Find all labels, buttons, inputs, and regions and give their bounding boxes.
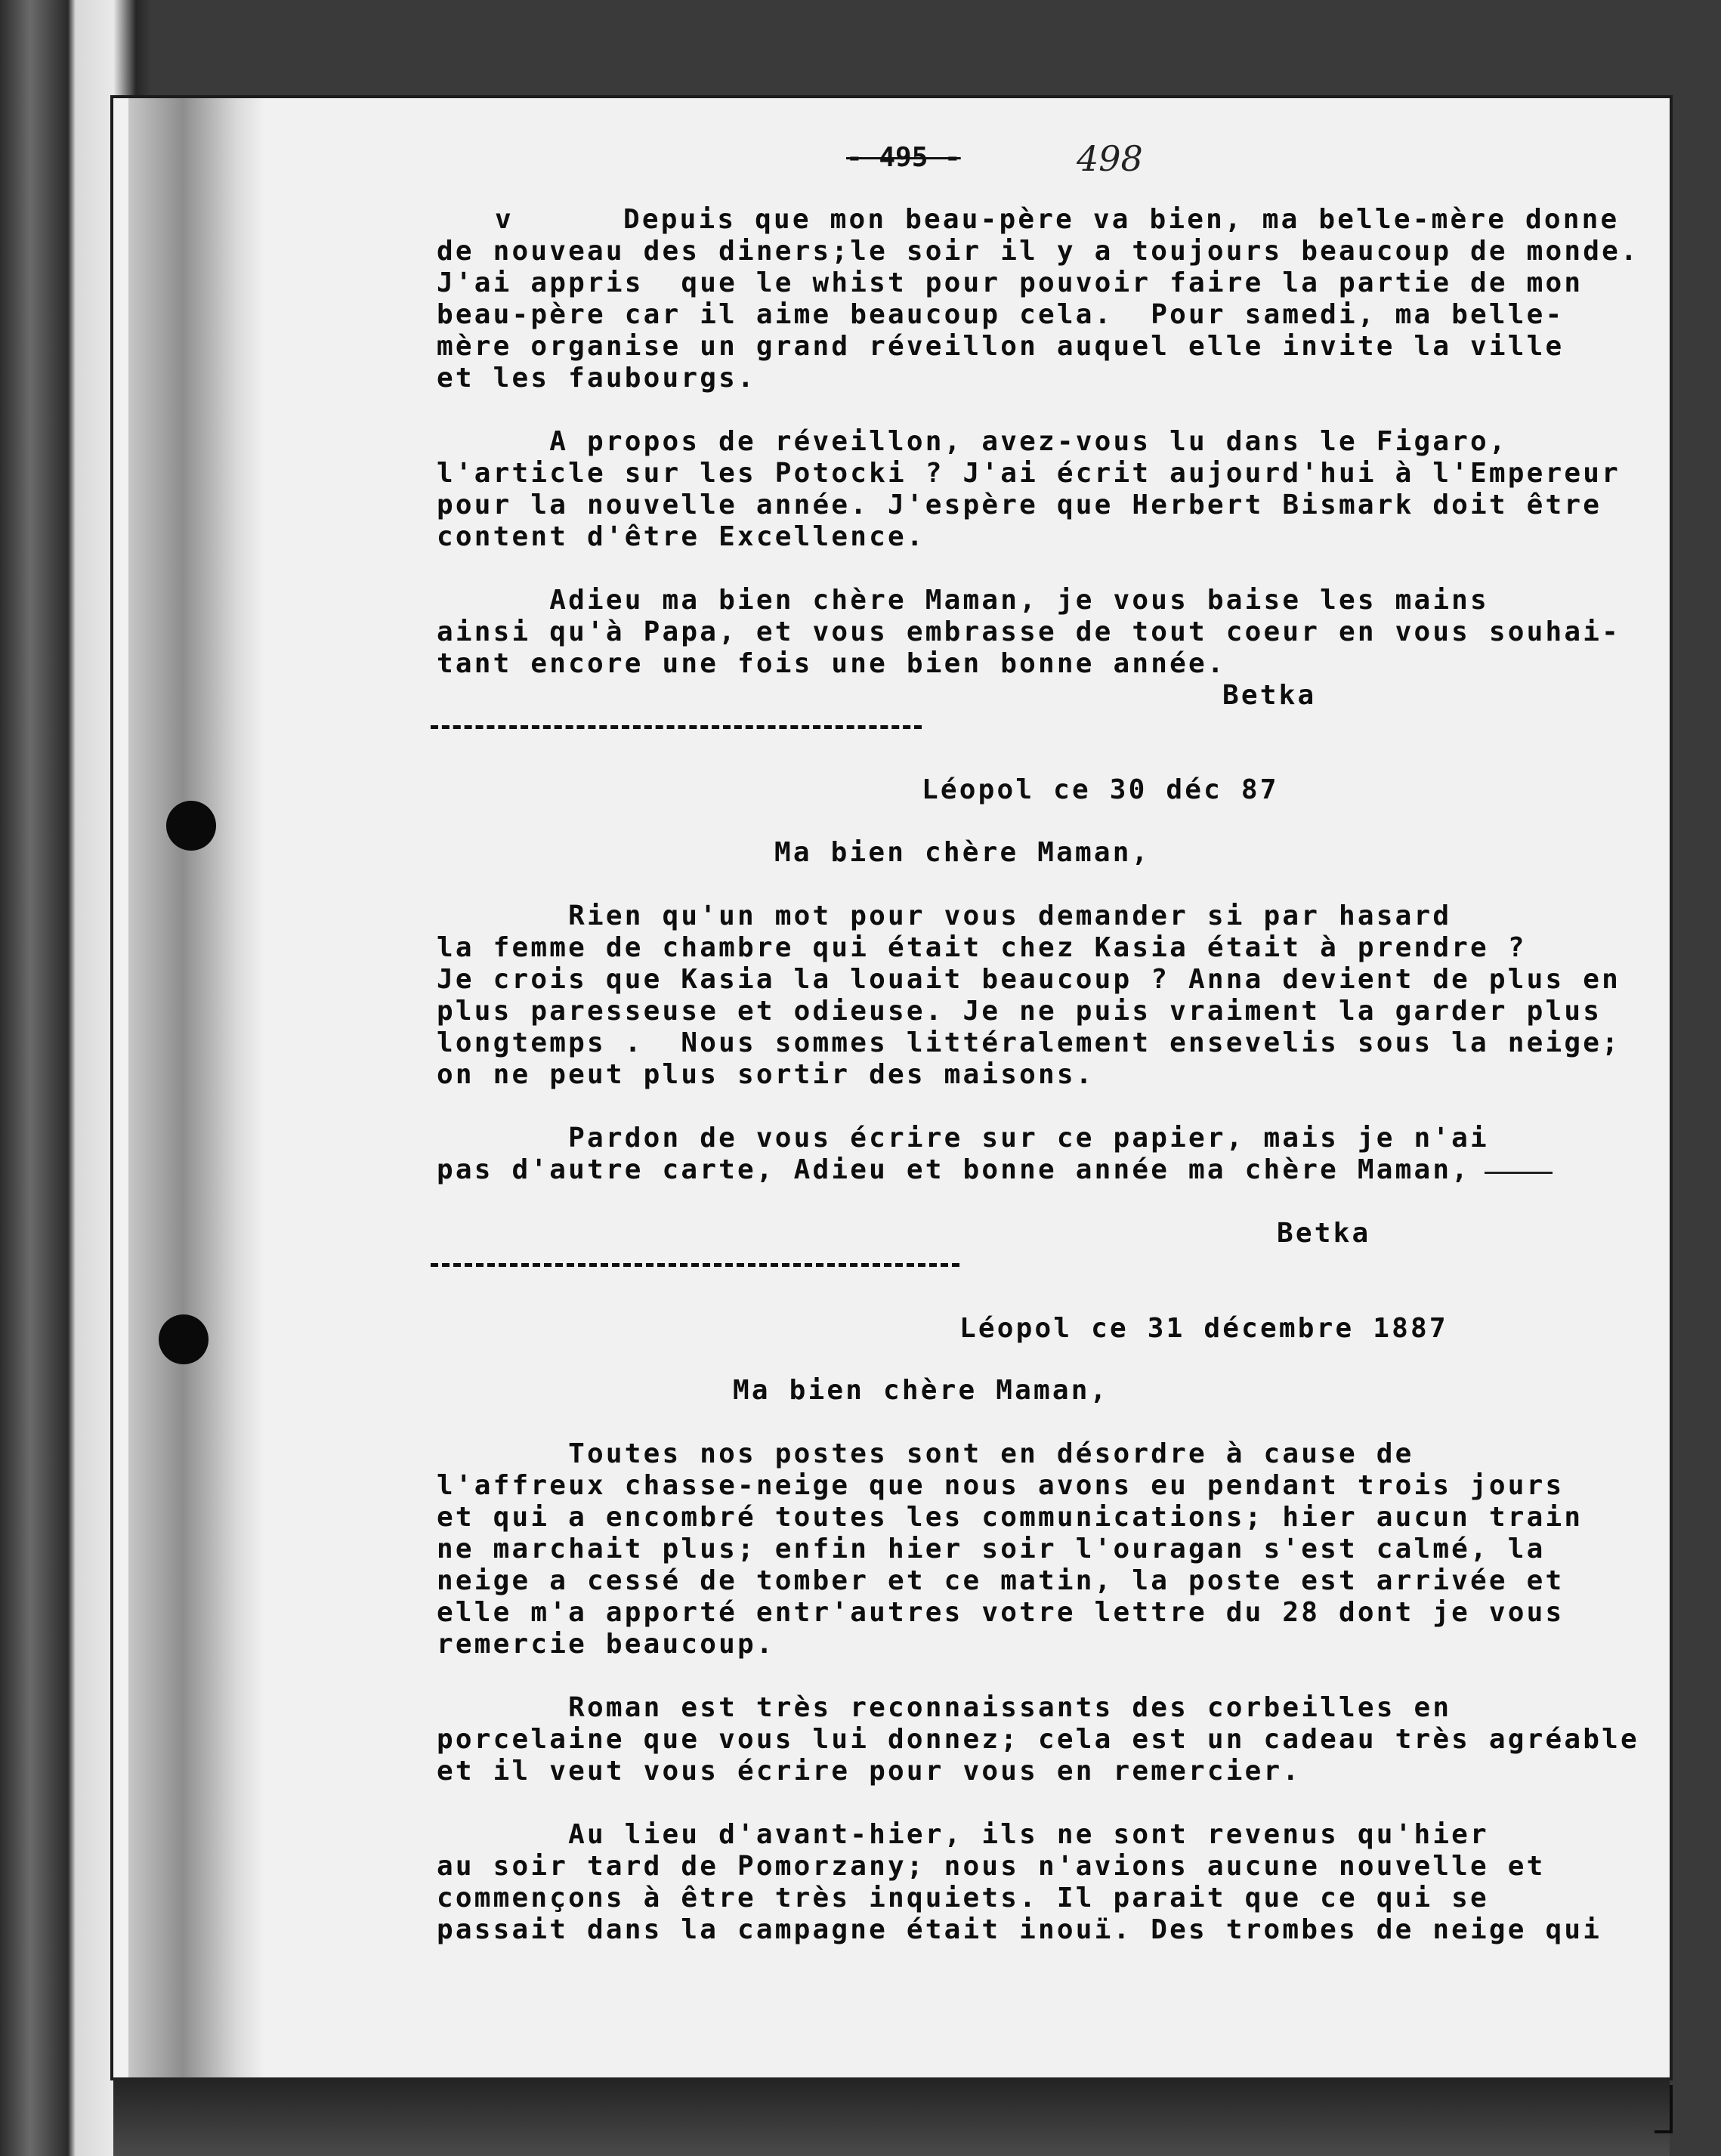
text-line: et qui a encombré toutes les communications; hier aucun train — [437, 1502, 1584, 1533]
text-line: longtemps . Nous sommes littéralement ensevelis sous la neige; — [437, 1027, 1621, 1058]
text-line: de nouveau des diners;le soir il y a toujours beaucoup de monde. — [437, 236, 1639, 267]
text-line: beau-père car il aime beaucoup cela. Pour samedi, ma belle- — [437, 299, 1565, 330]
text-line: l'affreux chasse-neige que nous avons eu pendant trois jours — [437, 1470, 1565, 1501]
text-line: passait dans la campagne était inouï. Des trombes de neige qui — [437, 1914, 1602, 1945]
signature: Betka — [1277, 1218, 1371, 1249]
text-line: Roman est très reconnaissants des corbeilles en — [437, 1692, 1452, 1723]
text-line: commençons à être très inquiets. Il parait que ce qui se — [437, 1883, 1489, 1914]
text-line: pas d'autre carte, Adieu et bonne année ma chère Maman, — [437, 1154, 1471, 1185]
corner-mark — [1655, 2085, 1673, 2133]
text-line: Je crois que Kasia la louait beaucoup ? Anna devient de plus en — [437, 964, 1621, 995]
pen-stroke — [1485, 1172, 1553, 1174]
place-date: Léopol ce 30 déc 87 — [922, 774, 1279, 805]
text-line: et il veut vous écrire pour vous en remercier. — [437, 1756, 1302, 1787]
text-line: on ne peut plus sortir des maisons. — [437, 1059, 1095, 1090]
text-line: plus paresseuse et odieuse. Je ne puis vraiment la garder plus — [437, 996, 1602, 1027]
salutation: Ma bien chère Maman, — [733, 1375, 1109, 1406]
handwritten-page-number: 498 — [1077, 138, 1143, 179]
text-line: neige a cessé de tomber et ce matin, la poste est arrivée et — [437, 1565, 1565, 1596]
separator-line — [431, 725, 922, 729]
margin-mark: v — [495, 204, 514, 235]
text-line: Depuis que mon beau-père va bien, ma belle-mère donne — [623, 204, 1620, 235]
text-line: A propos de réveillon, avez-vous lu dans le Figaro, — [437, 426, 1508, 457]
text-line: porcelaine que vous lui donnez; cela est un cadeau très agréable — [437, 1724, 1639, 1755]
text-line: ne marchait plus; enfin hier soir l'ouragan s'est calmé, la — [437, 1534, 1546, 1564]
punch-hole-lower — [159, 1314, 209, 1364]
text-line: ainsi qu'à Papa, et vous embrasse de tout coeur en vous souhai- — [437, 616, 1621, 647]
typed-page-number: - 495 - — [846, 142, 961, 173]
text-line: et les faubourgs. — [437, 363, 756, 394]
separator-line — [431, 1263, 959, 1267]
signature: Betka — [1222, 680, 1317, 711]
text-line: J'ai appris que le whist pour pouvoir faire la partie de mon — [437, 267, 1584, 298]
text-line: remercie beaucoup. — [437, 1629, 775, 1660]
text-line: Rien qu'un mot pour vous demander si par hasard — [437, 900, 1452, 931]
punch-hole-upper — [166, 801, 216, 851]
salutation: Ma bien chère Maman, — [774, 837, 1151, 868]
text-line: mère organise un grand réveillon auquel elle invite la ville — [437, 331, 1565, 362]
text-line: Pardon de vous écrire sur ce papier, mais je n'ai — [437, 1123, 1489, 1154]
text-line: content d'être Excellence. — [437, 521, 925, 552]
text-line: tant encore une fois une bien bonne année. — [437, 648, 1226, 679]
text-line: elle m'a apporté entr'autres votre lettre du 28 dont je vous — [437, 1597, 1565, 1628]
text-line: Au lieu d'avant-hier, ils ne sont revenus qu'hier — [437, 1819, 1489, 1850]
place-date: Léopol ce 31 décembre 1887 — [959, 1313, 1448, 1344]
text-line: pour la nouvelle année. J'espère que Herbert Bismark doit être — [437, 490, 1602, 520]
page-bottom-edge — [113, 2077, 1670, 2156]
text-line: au soir tard de Pomorzany; nous n'avions aucune nouvelle et — [437, 1851, 1546, 1882]
text-line: Toutes nos postes sont en désordre à cause de — [437, 1438, 1414, 1469]
text-line: la femme de chambre qui était chez Kasia était à prendre ? — [437, 932, 1527, 963]
text-line: Adieu ma bien chère Maman, je vous baise les mains — [437, 585, 1489, 616]
text-line: l'article sur les Potocki ? J'ai écrit aujourd'hui à l'Empereur — [437, 458, 1621, 489]
